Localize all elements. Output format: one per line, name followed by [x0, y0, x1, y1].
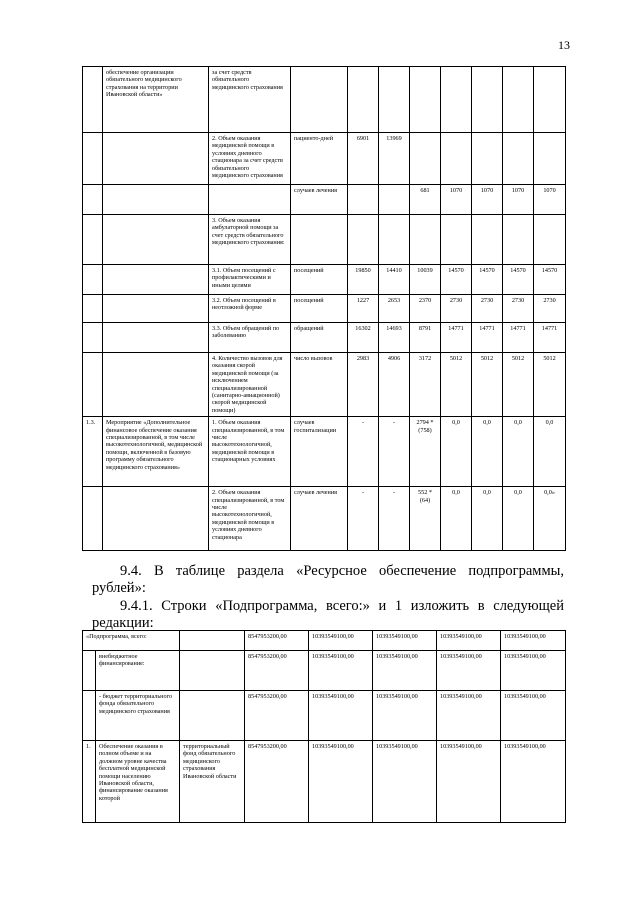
value-cell: 14771 [441, 323, 472, 353]
amount-cell: 8547953200,00 [245, 741, 309, 823]
table-row [83, 323, 566, 353]
measure-name-cell: Мероприятие «Дополнительное финансовое обеспечение оказания специализированной, в том числе высокотехнологичной, медицинской помощи, включенной в базовую программу обязательного медицинского страхования» [103, 417, 209, 487]
value-cell: 0,0 [441, 487, 472, 551]
value-cell: 0,0 [503, 487, 534, 551]
measure-name-cell [103, 487, 209, 551]
value-cell: 14570 [441, 265, 472, 295]
value-cell [441, 133, 472, 185]
indicators-table [82, 66, 566, 551]
indicator-cell: 3.2. Объем посещений в неотложной форме [209, 295, 291, 323]
row-number-cell [83, 323, 103, 353]
value-cell [441, 215, 472, 265]
resources-table [82, 630, 566, 823]
unit-cell: обращений [291, 323, 348, 353]
table-row [83, 417, 566, 487]
value-cell: 1070 [503, 185, 534, 215]
value-cell: 19850 [348, 265, 379, 295]
value-cell [379, 185, 410, 215]
measure-name-cell [103, 185, 209, 215]
row-number-cell [83, 691, 96, 741]
value-cell: 0,0» [534, 487, 566, 551]
unit-cell: случаев лечения [291, 487, 348, 551]
value-cell: 0,0 [472, 417, 503, 487]
value-cell: 2730 [503, 295, 534, 323]
value-cell: 5012 [534, 353, 566, 417]
amount-cell: 10393549100,00 [309, 691, 373, 741]
value-cell: 1070 [534, 185, 566, 215]
row-number-cell [83, 353, 103, 417]
value-cell: 14771 [534, 323, 566, 353]
value-cell: - [379, 417, 410, 487]
value-cell: 2730 [534, 295, 566, 323]
value-cell: 5012 [441, 353, 472, 417]
value-cell [410, 215, 441, 265]
value-cell: 14693 [379, 323, 410, 353]
value-cell: 14570 [503, 265, 534, 295]
value-cell: 0,0 [441, 417, 472, 487]
value-cell: 14771 [503, 323, 534, 353]
value-cell: 5012 [472, 353, 503, 417]
amount-cell: 10393549100,00 [309, 631, 373, 651]
amount-cell: 10393549100,00 [501, 651, 566, 691]
amount-cell: 10393549100,00 [373, 741, 437, 823]
value-cell [472, 133, 503, 185]
row-number-cell [83, 185, 103, 215]
table-row [83, 67, 566, 133]
amount-cell: 10393549100,00 [501, 631, 566, 651]
value-cell [348, 185, 379, 215]
value-cell: 1070 [472, 185, 503, 215]
value-cell: 13969 [379, 133, 410, 185]
value-cell [410, 133, 441, 185]
measure-name-cell [103, 295, 209, 323]
source-cell [180, 691, 245, 741]
table-row [83, 353, 566, 417]
value-cell: 0,0 [503, 417, 534, 487]
value-cell [472, 215, 503, 265]
value-cell: 2653 [379, 295, 410, 323]
value-cell: 0,0 [472, 487, 503, 551]
indicator-cell: 3.3. Объем обращений по заболеванию [209, 323, 291, 353]
unit-cell: случаев госпитализации [291, 417, 348, 487]
table-row [83, 631, 566, 651]
value-cell: 14570 [534, 265, 566, 295]
row-number-cell [83, 215, 103, 265]
table-row [83, 265, 566, 295]
unit-cell: случаев лечения [291, 185, 348, 215]
value-cell [410, 67, 441, 133]
table-row [83, 487, 566, 551]
amount-cell: 10393549100,00 [373, 631, 437, 651]
value-cell: 10039 [410, 265, 441, 295]
amount-cell: 10393549100,00 [309, 741, 373, 823]
value-cell [503, 215, 534, 265]
value-cell [348, 67, 379, 133]
value-cell [348, 215, 379, 265]
paragraph-9-4-1: 9.4.1. Строки «Подпрограмма, всего:» и 1 изложить в следующей редакции: [92, 598, 564, 631]
source-cell: территориальный фонд обязательного медицинского страхования Ивановской области [180, 741, 245, 823]
unit-cell: посещений [291, 265, 348, 295]
value-cell: 2794 * (758) [410, 417, 441, 487]
name-cell: - бюджет территориального фонда обязательного медицинского страхования [96, 691, 180, 741]
measure-name-cell [103, 133, 209, 185]
unit-cell [291, 67, 348, 133]
value-cell [534, 67, 566, 133]
amount-cell: 10393549100,00 [437, 631, 501, 651]
unit-cell: число вызовов [291, 353, 348, 417]
indicator-cell: 3. Объем оказания амбулаторной помощи за счет средств обязательного медицинского страхования: [209, 215, 291, 265]
value-cell: 4906 [379, 353, 410, 417]
row-number-cell [83, 295, 103, 323]
page-number: 13 [558, 38, 570, 52]
amount-cell: 10393549100,00 [437, 741, 501, 823]
value-cell: 2730 [472, 295, 503, 323]
value-cell: 3172 [410, 353, 441, 417]
measure-name-cell [103, 215, 209, 265]
amount-cell: 10393549100,00 [501, 691, 566, 741]
value-cell: 5012 [503, 353, 534, 417]
amount-cell: 8547953200,00 [245, 691, 309, 741]
value-cell: 8791 [410, 323, 441, 353]
row-number-cell [83, 133, 103, 185]
unit-cell [291, 215, 348, 265]
amount-cell: 10393549100,00 [501, 741, 566, 823]
value-cell [441, 67, 472, 133]
indicator-cell: 2. Объем оказания медицинской помощи в условиях дневного стационара за счет средств обязательного медицинского страхования [209, 133, 291, 185]
name-cell: внебюджетное финансирование: [96, 651, 180, 691]
row-number-cell [83, 651, 96, 691]
amount-cell: 10393549100,00 [373, 691, 437, 741]
source-cell [180, 651, 245, 691]
name-cell: Обеспечение оказания в полном объеме и на должном уровне качества бесплатной медицинской помощи населению Ивановской области, финансирование оказания которой [96, 741, 180, 823]
measure-name-cell [103, 265, 209, 295]
value-cell: 1070 [441, 185, 472, 215]
value-cell: 16302 [348, 323, 379, 353]
table-row [83, 651, 566, 691]
value-cell: 14570 [472, 265, 503, 295]
amount-cell: 10393549100,00 [437, 691, 501, 741]
row-number-cell [83, 265, 103, 295]
value-cell [379, 67, 410, 133]
amount-cell: 8547953200,00 [245, 651, 309, 691]
indicator-cell: за счет средств обязательного медицинского страхования [209, 67, 291, 133]
value-cell: 2730 [441, 295, 472, 323]
paragraph-9-4: 9.4. В таблице раздела «Ресурсное обеспечение подпрограммы, рублей»: [92, 563, 564, 596]
value-cell: 6901 [348, 133, 379, 185]
subprogram-total-cell: «Подпрограмма, всего: [83, 631, 180, 651]
table-row [83, 185, 566, 215]
amount-cell: 8547953200,00 [245, 631, 309, 651]
row-number-cell: 1.3. [83, 417, 103, 487]
row-number-cell: 1. [83, 741, 96, 823]
value-cell: 2983 [348, 353, 379, 417]
value-cell: - [348, 417, 379, 487]
unit-cell: посещений [291, 295, 348, 323]
table-row [83, 691, 566, 741]
row-number-cell [83, 487, 103, 551]
value-cell [534, 133, 566, 185]
value-cell: 681 [410, 185, 441, 215]
value-cell: 1227 [348, 295, 379, 323]
measure-name-cell [103, 323, 209, 353]
value-cell [503, 67, 534, 133]
value-cell [534, 215, 566, 265]
unit-cell: пациенто-дней [291, 133, 348, 185]
indicator-cell: 4. Количество вызовов для оказания скорой медицинской помощи (за исключением специализированной (санитарно-авиационной) скорой медицинской помощи) [209, 353, 291, 417]
value-cell [379, 215, 410, 265]
value-cell: 0,0 [534, 417, 566, 487]
value-cell: - [348, 487, 379, 551]
value-cell: 14771 [472, 323, 503, 353]
value-cell: - [379, 487, 410, 551]
table-row [83, 133, 566, 185]
value-cell: 552 * (64) [410, 487, 441, 551]
value-cell: 2370 [410, 295, 441, 323]
row-number-cell [83, 67, 103, 133]
source-cell [180, 631, 245, 651]
amount-cell: 10393549100,00 [437, 651, 501, 691]
indicator-cell: 3.1. Объем посещений с профилактическими и иными целями [209, 265, 291, 295]
value-cell [503, 133, 534, 185]
measure-name-cell [103, 353, 209, 417]
value-cell: 14410 [379, 265, 410, 295]
indicator-cell [209, 185, 291, 215]
amount-cell: 10393549100,00 [373, 651, 437, 691]
table-row [83, 295, 566, 323]
table-row [83, 741, 566, 823]
amount-cell: 10393549100,00 [309, 651, 373, 691]
indicator-cell: 1. Объем оказания специализированной, в том числе высокотехнологичной, медицинской помощи в стационарных условиях [209, 417, 291, 487]
measure-name-cell: обеспечение организации обязательного медицинского страхования на территории Ивановской области» [103, 67, 209, 133]
value-cell [472, 67, 503, 133]
indicator-cell: 2. Объем оказания специализированной, в том числе высокотехнологичной, медицинской помощи в условиях дневного стационара [209, 487, 291, 551]
table-row [83, 215, 566, 265]
